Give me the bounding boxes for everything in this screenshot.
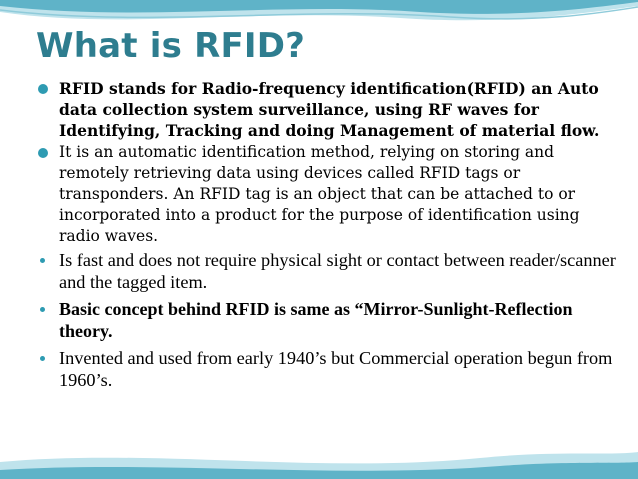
round-bullet-icon: [38, 148, 48, 158]
bullet-item: [36, 78, 616, 141]
small-dot-bullet-icon: [40, 258, 45, 263]
bullet-text: It is an automatic identification method, relying on storing and remotely retrieving data using devices called RFID tags or transponders. An RFID tag is an object that can be attached to or incorporated into a product for the purpose of identification using radio waves.: [59, 143, 580, 245]
bullet-item: [36, 249, 616, 293]
bullet-list: [36, 78, 616, 391]
bullet-text: Is fast and does not require physical sight or contact between reader/scanner and the tagged item.: [59, 250, 616, 292]
bullet-item: [36, 298, 616, 342]
slide-title: What is RFID?: [36, 26, 306, 66]
bullet-item: [36, 142, 616, 247]
bullet-text: RFID stands for Radio-frequency identification(RFID) an Auto data collection system surveillance, using RF waves for Identifying, Tracking and doing Management of material flow.: [59, 79, 600, 140]
bullet-item: [36, 347, 616, 391]
round-bullet-icon: [38, 84, 48, 94]
small-dot-bullet-icon: [40, 307, 45, 312]
small-dot-bullet-icon: [40, 356, 45, 361]
bullet-text: Invented and used from early 1940’s but Commercial operation begun from 1960’s.: [59, 348, 613, 390]
bullet-text: Basic concept behind RFID is same as “Mirror-Sunlight-Reflection theory.: [59, 299, 573, 341]
